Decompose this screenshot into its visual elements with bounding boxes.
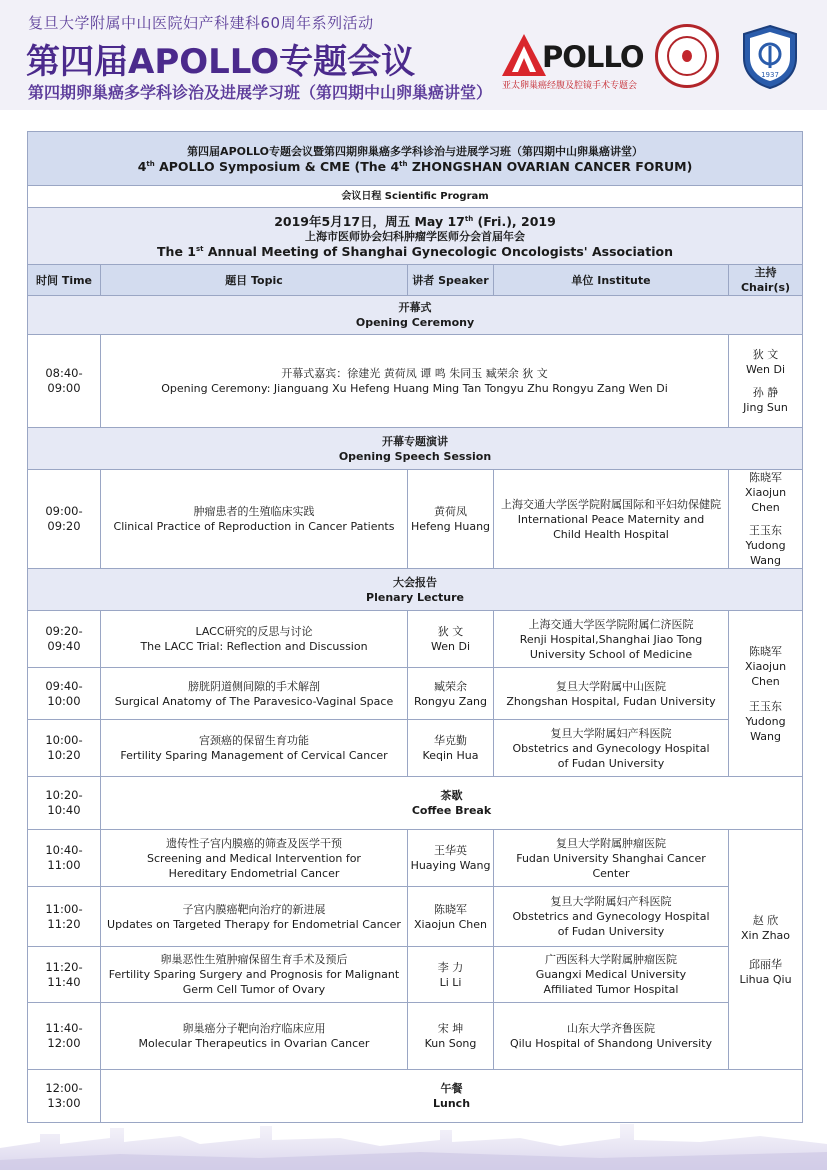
row-institute <box>494 668 729 720</box>
institute-cn: 山东大学齐鲁医院 <box>567 1022 655 1035</box>
row-topic <box>101 668 408 720</box>
seal-emblem <box>682 50 692 62</box>
column-header-row <box>28 265 803 296</box>
institute-cn: 复旦大学附属中山医院 <box>556 679 666 693</box>
row-institute <box>494 611 729 668</box>
row-institute <box>494 947 729 1003</box>
chair-en: Xiaojun Chen <box>744 486 787 514</box>
lunch-cn: 午餐 <box>440 1082 463 1095</box>
speaker-cn: 黄荷凤 <box>434 505 467 518</box>
institute-cn: 广西医科大学附属肿瘤医院 <box>545 953 677 966</box>
row-institute <box>494 1003 729 1070</box>
table-row <box>28 1003 803 1070</box>
topic-cn: LACC研究的反思与讨论 <box>195 625 313 638</box>
speaker-en: Huaying Wang <box>410 859 491 872</box>
row-institute <box>494 470 729 569</box>
institute-en-2: Child Health Hospital <box>553 527 669 541</box>
institute-en: Fudan University Shanghai Cancer Center <box>516 851 706 880</box>
row-speaker <box>408 887 494 947</box>
chair-en-2: Wang <box>750 729 781 743</box>
apollo-tagline: 亚太卵巢癌经腹及腔镜手术专题会 <box>502 81 638 91</box>
topic-cn: 肿瘤患者的生殖临床实践 <box>193 505 315 518</box>
col-institute-header: 单位 Institute <box>494 265 729 296</box>
section-plenary-en: Plenary Lecture <box>366 590 464 604</box>
table-row <box>28 470 803 569</box>
lunch-en: Lunch <box>433 1097 471 1110</box>
section-speech-cn: 开幕专题演讲 <box>382 434 449 448</box>
section-speech <box>28 428 803 470</box>
program-title-row <box>28 132 803 186</box>
topic-en: Clinical Practice of Reproduction in Cancer Patients <box>113 520 395 533</box>
section-speech-en: Opening Speech Session <box>338 449 492 463</box>
speaker-en: Rongyu Zang <box>413 694 488 708</box>
coffee-break-row <box>28 777 803 830</box>
speaker-cn: 宋 坤 <box>437 1022 464 1035</box>
institute-cn: 上海交通大学医学院附属国际和平妇幼保健院 <box>501 497 721 511</box>
row-time: 09:40-10:00 <box>28 668 101 720</box>
table-row <box>28 611 803 668</box>
chair-en: Xiaojun Chen <box>744 659 787 688</box>
chair-cn: 孙 静 <box>752 386 779 399</box>
speaker-en: Li Li <box>439 975 462 989</box>
topic-en-2: Hereditary Endometrial Cancer <box>168 866 340 880</box>
coffee-break-label <box>101 777 803 830</box>
row-time: 11:40-12:00 <box>28 1003 101 1070</box>
row-time: 09:20-09:40 <box>28 611 101 668</box>
row-time: 10:40-11:00 <box>28 830 101 887</box>
row-institute <box>494 887 729 947</box>
row-time: 10:00-10:20 <box>28 720 101 777</box>
institute-en-2: University School of Medicine <box>529 647 693 661</box>
institute-en: Zhongshan Hospital, Fudan University <box>506 694 716 708</box>
institute-en-2: of Fudan University <box>557 756 665 770</box>
opening-guests <box>101 335 729 428</box>
topic-en: Fertility Sparing Surgery and Prognosis for Malignant <box>108 968 400 981</box>
topic-en: Fertility Sparing Management of Cervical Cancer <box>120 749 388 762</box>
topic-cn: 卵巢恶性生殖肿瘤保留生育手术及预后 <box>160 953 348 966</box>
institute-cn: 上海交通大学医学院附属仁济医院 <box>528 617 694 631</box>
col-time-header: 时间 Time <box>28 265 101 296</box>
row-time: 11:20-11:40 <box>28 947 101 1003</box>
topic-cn: 卵巢癌分子靶向治疗临床应用 <box>182 1022 326 1035</box>
row-topic <box>101 611 408 668</box>
apollo-wordmark <box>542 40 643 74</box>
chair-en: Jing Sun <box>743 401 788 414</box>
opening-guests-en: Opening Ceremony: Jianguang Xu Hefeng Huang Ming Tan Tongyu Zhu Rongyu Zang Wen Di <box>161 382 668 395</box>
topic-en-2: Germ Cell Tumor of Ovary <box>182 983 326 996</box>
section-plenary-title <box>28 569 803 611</box>
speaker-en: Keqin Hua <box>422 749 479 762</box>
shield-year: 1937 <box>761 71 779 79</box>
schedule-label: 会议日程 Scientific Program <box>28 186 803 208</box>
footer-skyline-decoration <box>0 1108 827 1170</box>
page-title: 第四届APOLLO专题会议 <box>26 42 416 82</box>
col-topic-header: 题目 Topic <box>101 265 408 296</box>
program-title-en: 4th APOLLO Symposium & CME (The 4th ZHONGSHAN OVARIAN CANCER FORUM) <box>137 158 693 174</box>
speaker-cn: 华克勤 <box>434 734 467 747</box>
institute-en: Obstetrics and Gynecology Hospital <box>512 910 710 923</box>
institute-en: Renji Hospital,Shanghai Jiao Tong <box>519 632 703 646</box>
topic-en: Updates on Targeted Therapy for Endometrial Cancer <box>107 917 401 931</box>
row-topic <box>101 1003 408 1070</box>
row-time: 09:00-09:20 <box>28 470 101 569</box>
section-opening-title <box>28 296 803 335</box>
date-row <box>28 208 803 265</box>
program-table <box>27 131 803 1123</box>
institute-cn: 复旦大学附属妇产科医院 <box>550 726 672 740</box>
topic-en: The LACC Trial: Reflection and Discussion <box>140 640 368 653</box>
row-institute <box>494 830 729 887</box>
row-speaker <box>408 830 494 887</box>
institute-en-2: of Fudan University <box>557 925 665 938</box>
speaker-cn: 狄 文 <box>437 625 464 638</box>
meeting-name-cn: 上海市医师协会妇科肿瘤学医师分会首届年会 <box>305 229 526 243</box>
topic-en: Surgical Anatomy of The Paravesico-Vaginal Space <box>114 694 394 708</box>
chair-cn: 陈晓军 <box>749 471 783 484</box>
row-speaker <box>408 720 494 777</box>
apollo-logo <box>500 28 644 91</box>
table-row <box>28 887 803 947</box>
speaker-cn: 陈晓军 <box>434 902 467 916</box>
chair-cn: 王玉东 <box>749 524 783 537</box>
page-header <box>0 0 827 110</box>
program-title-cell <box>28 132 803 186</box>
page-subtitle: 第四期卵巢癌多学科诊治及进展学习班（第四期中山卵巢癌讲堂） <box>28 83 493 102</box>
row-time: 12:00-13:00 <box>28 1070 101 1123</box>
chair-en: Xin Zhao <box>740 928 791 942</box>
row-speaker <box>408 1003 494 1070</box>
apollo-triangle-icon <box>500 32 548 78</box>
speaker-cn: 李 力 <box>437 960 464 974</box>
topic-cn: 遗传性子宫内膜癌的筛查及医学干预 <box>166 836 342 850</box>
row-speaker <box>408 947 494 1003</box>
chair-en: Yudong <box>745 714 786 728</box>
row-time: 10:20-10:40 <box>28 777 101 830</box>
col-chair-header: 主持 Chair(s) <box>729 265 803 296</box>
chair-en: Wen Di <box>746 363 786 376</box>
table-row <box>28 830 803 887</box>
table-row <box>28 947 803 1003</box>
row-speaker <box>408 470 494 569</box>
topic-cn: 宫颈癌的保留生育功能 <box>199 734 309 747</box>
row-topic <box>101 887 408 947</box>
row-topic <box>101 830 408 887</box>
col-speaker-header: 讲者 Speaker <box>408 265 494 296</box>
row-speaker <box>408 668 494 720</box>
schedule-label-row <box>28 186 803 208</box>
coffee-en: Coffee Break <box>411 804 492 817</box>
meeting-name-en: The 1st Annual Meeting of Shanghai Gynecologic Oncologists' Association <box>157 243 673 259</box>
row-speaker <box>408 611 494 668</box>
row-topic <box>101 720 408 777</box>
chair-cn: 赵 欣 <box>752 913 779 927</box>
institute-en: Qilu Hospital of Shandong University <box>509 1037 713 1050</box>
program-title-cn: 第四届APOLLO专题会议暨第四期卵巢癌多学科诊治与进展学习班（第四期中山卵巢癌讲堂） <box>187 144 643 158</box>
section-opening <box>28 296 803 335</box>
institute-en: International Peace Maternity and <box>517 512 705 526</box>
speaker-en: Wen Di <box>431 640 470 653</box>
speaker-en: Hefeng Huang <box>410 520 491 533</box>
section-plenary-cn: 大会报告 <box>393 575 438 589</box>
table-row <box>28 668 803 720</box>
section-opening-cn: 开幕式 <box>398 301 432 314</box>
institute-en-2: Affiliated Tumor Hospital <box>543 983 679 996</box>
seal-inner-ring <box>667 36 707 76</box>
section-speech-title <box>28 428 803 470</box>
topic-cn: 子宫内膜癌靶向治疗的新进展 <box>182 902 326 916</box>
institute-cn: 复旦大学附属肿瘤医院 <box>556 836 666 850</box>
chair-en: Yudong Wang <box>745 539 786 567</box>
chair-cn: 邱丽华 <box>749 957 783 971</box>
table-row <box>28 720 803 777</box>
meeting-date: 2019年5月17日，周五 May 17th (Fri.), 2019 <box>274 213 556 229</box>
institute-en: Guangxi Medical University <box>535 968 687 981</box>
section-opening-en: Opening Ceremony <box>355 316 475 329</box>
apollo-word-text: POLLO <box>542 40 644 74</box>
topic-cn: 膀胱阴道侧间隙的手术解剖 <box>188 679 320 693</box>
row-institute <box>494 720 729 777</box>
series-caption: 复旦大学附属中山医院妇产科建科60周年系列活动 <box>28 14 374 32</box>
row-chairs <box>729 470 803 569</box>
chair-cn: 王玉东 <box>749 699 783 713</box>
row-chairs <box>729 335 803 428</box>
hospital-seal-icon <box>655 24 719 88</box>
speaker-en: Xiaojun Chen <box>414 917 487 931</box>
section-plenary <box>28 569 803 611</box>
table-row <box>28 335 803 428</box>
date-cell <box>28 208 803 265</box>
topic-en: Molecular Therapeutics in Ovarian Cancer <box>138 1037 370 1050</box>
chair-cn: 狄 文 <box>752 348 779 361</box>
speaker-en: Kun Song <box>424 1037 477 1050</box>
late-chairs <box>729 830 803 1070</box>
row-time: 11:00-11:20 <box>28 887 101 947</box>
speaker-cn: 王华英 <box>434 844 467 857</box>
row-time: 08:40-09:00 <box>28 335 101 428</box>
opening-guests-cn: 开幕式嘉宾：徐建光 黄荷凤 谭 鸣 朱同玉 臧荣余 狄 文 <box>281 367 548 380</box>
topic-en: Screening and Medical Intervention for <box>147 851 361 865</box>
institute-cn: 复旦大学附属妇产科医院 <box>550 895 672 908</box>
row-topic <box>101 470 408 569</box>
chair-en: Lihua Qiu <box>739 972 792 986</box>
speaker-cn: 臧荣余 <box>434 679 467 693</box>
chair-cn: 陈晓军 <box>749 644 783 658</box>
plenary-chairs <box>729 611 803 777</box>
institute-en: Obstetrics and Gynecology Hospital <box>512 741 710 755</box>
university-shield-icon <box>740 24 800 90</box>
coffee-cn: 茶歇 <box>440 789 463 802</box>
row-topic <box>101 947 408 1003</box>
